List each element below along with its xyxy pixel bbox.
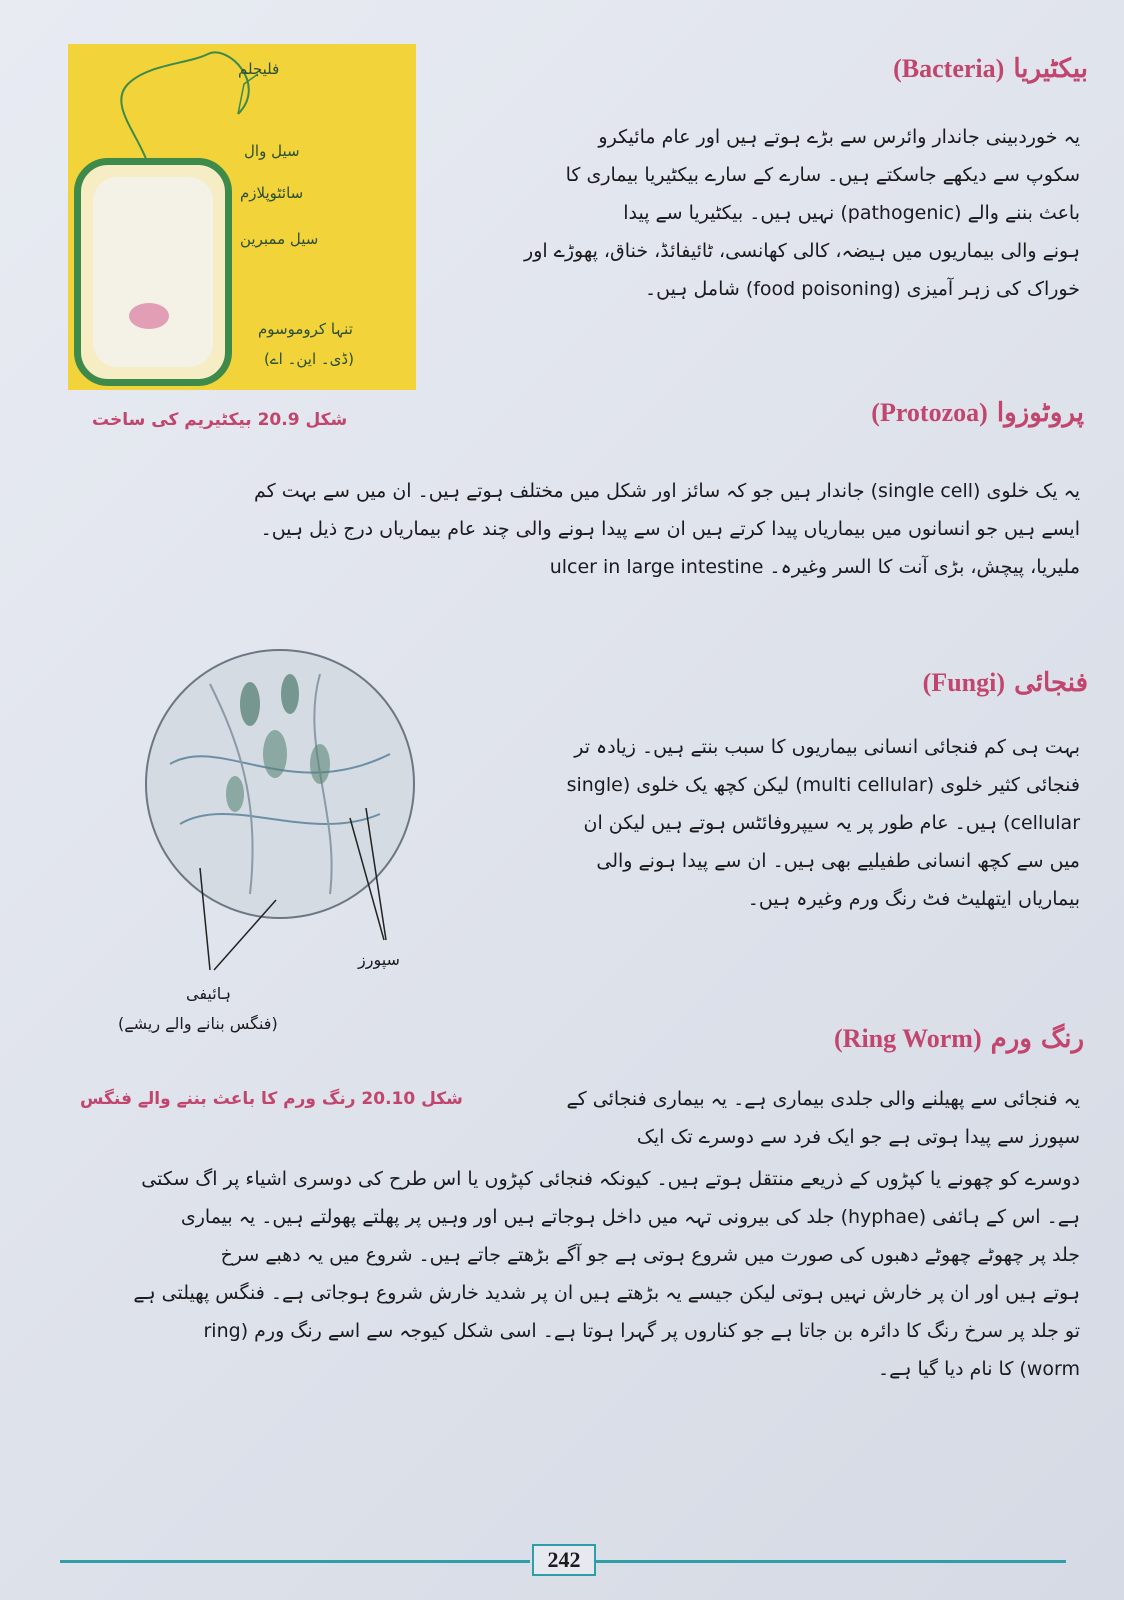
ringworm-line: جلد پر چھوٹے چھوٹے دھبوں کی صورت میں شروع ہوتی ہے جو آگے بڑھتے جاتے ہیں۔ شروع میں یہ دھبے سرخ xyxy=(220,1244,1080,1266)
bacteria-heading xyxy=(893,54,1088,84)
hyphae-label: ہائیفی xyxy=(186,984,231,1003)
bacteria-line: ہونے والی بیماریوں میں ہیضہ، کالی کھانسی، ٹائیفائڈ، خناق، پھوڑے اور xyxy=(524,240,1080,262)
bacteria-line: یہ خوردبینی جاندار وائرس سے بڑے ہوتے ہیں اور عام مائیکرو xyxy=(598,126,1080,148)
bacteria-heading-urdu: بیکٹیریا xyxy=(1013,54,1088,84)
fungi-line: بہت ہی کم فنجائی انسانی بیماریوں کا سبب بنتے ہیں۔ زیادہ تر xyxy=(574,736,1080,758)
protozoa-line: یہ یک خلوی (single cell) جاندار ہیں جو کہ سائز اور شکل میں مختلف ہوتے ہیں۔ ان میں سے بہت کم xyxy=(254,480,1080,502)
bacteria-line: باعث بننے والے (pathogenic) نہیں ہیں۔ بیکٹیریا سے پیدا xyxy=(623,202,1080,224)
ringworm-paragraph-top xyxy=(486,1080,1080,1156)
bacteria-heading-english: (Bacteria) xyxy=(893,54,1005,83)
fungi-heading-urdu: فنجائی xyxy=(1014,668,1088,698)
fungi-line: بیماریاں ایتھلیٹ فٹ رنگ ورم وغیرہ ہیں۔ xyxy=(747,888,1080,910)
ringworm-line: ہوتے ہیں اور ان پر خارش نہیں ہوتی لیکن جیسے یہ بڑھتے ہیں ان پر شدید خارش شروع ہوجاتی ہے۔ فنگس پھیلتی ہے xyxy=(133,1282,1080,1304)
protozoa-heading xyxy=(871,398,1084,428)
ringworm-paragraph-bottom xyxy=(40,1160,1080,1388)
protozoa-heading-english: (Protozoa) xyxy=(871,398,988,427)
fungi-line: میں سے کچھ انسانی طفیلیے بھی ہیں۔ ان سے پیدا ہونے والی xyxy=(596,850,1080,872)
fungi-paragraph xyxy=(486,728,1080,918)
dna-label: (ڈی۔ این۔ اے) xyxy=(264,350,354,368)
ringworm-heading-english: (Ring Worm) xyxy=(834,1024,982,1053)
ringworm-line: ہے۔ اس کے ہائفی (hyphae) جلد کی بیرونی تہہ میں داخل ہوجاتے ہیں اور وہیں پر پھلتے پھولتے ہیں۔ یہ بیماری xyxy=(180,1206,1080,1228)
bacteria-paragraph xyxy=(446,118,1080,308)
footer-rule-left xyxy=(60,1560,530,1563)
cell-membrane-label: سیل ممبرین xyxy=(240,230,319,248)
protozoa-paragraph xyxy=(40,472,1080,586)
protozoa-line: ایسے ہیں جو انسانوں میں بیماریاں پیدا کرتے ہیں ان سے پیدا ہونے والی چند عام بیماریاں درج ذیل ہیں۔ xyxy=(260,518,1080,540)
fungi-heading-english: (Fungi) xyxy=(922,668,1006,697)
cytoplasm-area xyxy=(93,177,213,367)
ringworm-line: worm) کا نام دیا گیا ہے۔ xyxy=(878,1358,1080,1380)
bacterium-cell xyxy=(74,158,232,386)
cytoplasm-label: سائٹوپلازم xyxy=(240,184,304,202)
ringworm-line: یہ فنجائی سے پھیلنے والی جلدی بیماری ہے۔ یہ بیماری فنجائی کے xyxy=(566,1088,1080,1110)
cell-wall-label: سیل وال xyxy=(244,142,300,160)
spores-label: سپورز xyxy=(358,950,400,969)
ringworm-heading-urdu: رنگ ورم xyxy=(990,1024,1084,1054)
ringworm-line: سپورز سے پیدا ہوتی ہے جو ایک فرد سے دوسرے تک ایک xyxy=(636,1126,1080,1148)
ringworm-line: دوسرے کو چھونے یا کپڑوں کے ذریعے منتقل ہوتے ہیں۔ کیونکہ فنجائی کپڑوں یا اس طرح کی دوسری اشیاء پر اگ سکتی xyxy=(141,1168,1080,1190)
protozoa-line: ملیریا، پیچش، بڑی آنت کا السر وغیرہ۔ ulcer in large intestine xyxy=(549,556,1080,578)
fungi-microscope-figure xyxy=(140,644,420,924)
ringworm-line: تو جلد پر سرخ رنگ کا دائرہ بن جاتا ہے جو کناروں پر گہرا ہوتا ہے۔ اسی شکل کیوجہ سے اسے رنگ ورم (ring xyxy=(203,1320,1080,1342)
chromosome-blob xyxy=(129,303,169,329)
bacterium-figure xyxy=(68,44,416,390)
fungi-heading xyxy=(923,668,1088,698)
fungi-line: فنجائی کثیر خلوی (multi cellular) لیکن کچھ یک خلوی (single xyxy=(566,774,1080,796)
flagellum-label: فلیجلم xyxy=(238,60,280,78)
footer-rule-right xyxy=(596,1560,1066,1563)
hyphae-note: (فنگس بنانے والے ریشے) xyxy=(118,1014,278,1033)
fungi-line: cellular) ہیں۔ عام طور پر یہ سیپروفائٹس ہوتے ہیں لیکن ان xyxy=(583,812,1080,834)
protozoa-heading-urdu: پروٹوزوا xyxy=(996,398,1084,428)
page-number: 242 xyxy=(532,1544,596,1576)
bacteria-line: خوراک کی زہر آمیزی (food poisoning) شامل ہیں۔ xyxy=(645,278,1080,300)
figure-20-9-caption: شکل 20.9 بیکٹیریم کی ساخت xyxy=(92,410,348,430)
chromosome-label: تنہا کروموسوم xyxy=(258,320,353,338)
figure-20-10-caption: شکل 20.10 رنگ ورم کا باعث بننے والے فنگس xyxy=(80,1089,463,1109)
bacteria-line: سکوپ سے دیکھے جاسکتے ہیں۔ سارے کے سارے بیکٹیریا بیماری کا xyxy=(565,164,1080,186)
ringworm-heading xyxy=(834,1024,1084,1054)
